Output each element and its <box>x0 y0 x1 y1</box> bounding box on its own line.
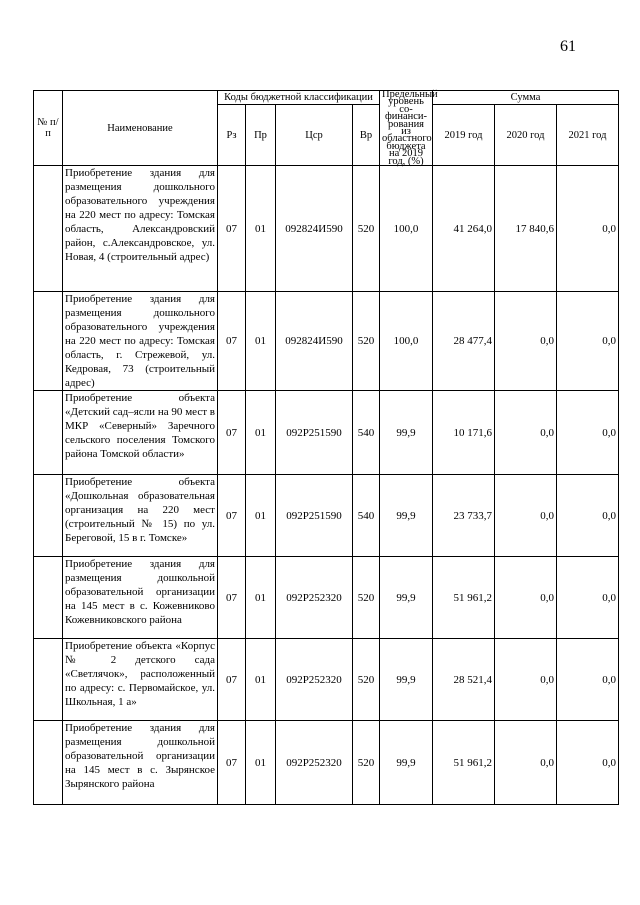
row-amount-2021: 0,0 <box>557 391 619 475</box>
row-name: Приобретение здания для размещения дошкольного образовательного учреждения на 220 мест по адресу: Томская область, г. Стрежевой, ул. Кедровая, 73 (строительный адрес) <box>63 292 218 391</box>
table-row <box>34 721 619 805</box>
row-csr: 092P252320 <box>276 721 353 805</box>
row-amount-2019: 23 733,7 <box>433 475 495 557</box>
header-codes: Коды бюджетной классификации <box>218 91 380 105</box>
row-number <box>34 475 63 557</box>
header-csr: Цср <box>276 105 353 166</box>
row-pr: 01 <box>246 391 276 475</box>
row-vr: 520 <box>353 166 380 292</box>
row-amount-2021: 0,0 <box>557 166 619 292</box>
row-csr: 092P252320 <box>276 639 353 721</box>
row-vr: 540 <box>353 391 380 475</box>
row-share: 100,0 <box>380 166 433 292</box>
row-rz: 07 <box>218 557 246 639</box>
header-2019: 2019 год <box>433 105 495 166</box>
row-amount-2020: 0,0 <box>495 721 557 805</box>
row-amount-2020: 0,0 <box>495 557 557 639</box>
row-amount-2021: 0,0 <box>557 639 619 721</box>
row-csr: 092P251590 <box>276 391 353 475</box>
row-amount-2019: 51 961,2 <box>433 557 495 639</box>
row-csr: 092824И590 <box>276 292 353 391</box>
row-amount-2020: 0,0 <box>495 391 557 475</box>
table-body <box>34 166 619 805</box>
table-row <box>34 475 619 557</box>
budget-table <box>33 90 619 805</box>
row-rz: 07 <box>218 721 246 805</box>
row-name: Приобретение здания для размещения дошкольной образовательной организации на 145 мест в с. Зырянское Зырянского района <box>63 721 218 805</box>
row-share: 99,9 <box>380 639 433 721</box>
row-amount-2019: 51 961,2 <box>433 721 495 805</box>
header-sum: Сумма <box>433 91 619 105</box>
row-amount-2020: 17 840,6 <box>495 166 557 292</box>
table-row <box>34 292 619 391</box>
row-pr: 01 <box>246 639 276 721</box>
row-name: Приобретение здания для размещения дошкольной образовательной организации на 145 мест в с. Кожевниково Кожевниковского района <box>63 557 218 639</box>
row-name: Приобретение объекта «Детский сад–ясли на 90 мест в МКР «Северный» Заречного сельского поселения Томского района Томской области» <box>63 391 218 475</box>
row-share: 100,0 <box>380 292 433 391</box>
header-rz: Рз <box>218 105 246 166</box>
row-number <box>34 639 63 721</box>
table-row <box>34 391 619 475</box>
row-name: Приобретение объекта «Дошкольная образовательная организация на 220 мест (строительный № 15) по ул. Береговой, 15 в г. Томске» <box>63 475 218 557</box>
row-amount-2020: 0,0 <box>495 639 557 721</box>
row-amount-2021: 0,0 <box>557 292 619 391</box>
row-amount-2021: 0,0 <box>557 721 619 805</box>
row-vr: 520 <box>353 292 380 391</box>
row-rz: 07 <box>218 391 246 475</box>
table-row <box>34 557 619 639</box>
row-amount-2020: 0,0 <box>495 292 557 391</box>
row-amount-2021: 0,0 <box>557 557 619 639</box>
row-number <box>34 391 63 475</box>
row-csr: 092P252320 <box>276 557 353 639</box>
row-share: 99,9 <box>380 557 433 639</box>
row-vr: 520 <box>353 557 380 639</box>
header-cofinancing-share: Предельный уровень со-финанси-рования из областного бюджета на 2019 год, (%) <box>380 91 433 166</box>
header-vr: Вр <box>353 105 380 166</box>
row-pr: 01 <box>246 475 276 557</box>
row-number <box>34 166 63 292</box>
header-row-top <box>34 91 619 105</box>
row-vr: 540 <box>353 475 380 557</box>
row-vr: 520 <box>353 721 380 805</box>
row-share: 99,9 <box>380 721 433 805</box>
row-amount-2019: 28 521,4 <box>433 639 495 721</box>
row-rz: 07 <box>218 166 246 292</box>
row-amount-2019: 28 477,4 <box>433 292 495 391</box>
row-pr: 01 <box>246 721 276 805</box>
row-rz: 07 <box>218 639 246 721</box>
header-name: Наименование <box>63 91 218 166</box>
row-pr: 01 <box>246 166 276 292</box>
row-rz: 07 <box>218 475 246 557</box>
page-number: 61 <box>560 38 576 55</box>
table-row <box>34 639 619 721</box>
row-amount-2019: 41 264,0 <box>433 166 495 292</box>
header-no: № п/п <box>34 91 63 166</box>
row-amount-2021: 0,0 <box>557 475 619 557</box>
row-share: 99,9 <box>380 475 433 557</box>
row-csr: 092824И590 <box>276 166 353 292</box>
row-number <box>34 292 63 391</box>
row-share: 99,9 <box>380 391 433 475</box>
table-row <box>34 166 619 292</box>
row-number <box>34 557 63 639</box>
row-csr: 092P251590 <box>276 475 353 557</box>
row-pr: 01 <box>246 292 276 391</box>
row-name: Приобретение здания для размещения дошкольного образовательного учреждения на 220 мест по адресу: Томская область, Александровский район, с.Александровское, ул. Новая, 4 (строительный адрес) <box>63 166 218 292</box>
row-rz: 07 <box>218 292 246 391</box>
row-number <box>34 721 63 805</box>
header-2020: 2020 год <box>495 105 557 166</box>
header-2021: 2021 год <box>557 105 619 166</box>
row-amount-2020: 0,0 <box>495 475 557 557</box>
row-vr: 520 <box>353 639 380 721</box>
row-amount-2019: 10 171,6 <box>433 391 495 475</box>
header-pr: Пр <box>246 105 276 166</box>
row-pr: 01 <box>246 557 276 639</box>
row-name: Приобретение объекта «Корпус № 2 детского сада «Светлячок», расположенный по адресу: с. Первомайское, ул. Школьная, 1 а» <box>63 639 218 721</box>
